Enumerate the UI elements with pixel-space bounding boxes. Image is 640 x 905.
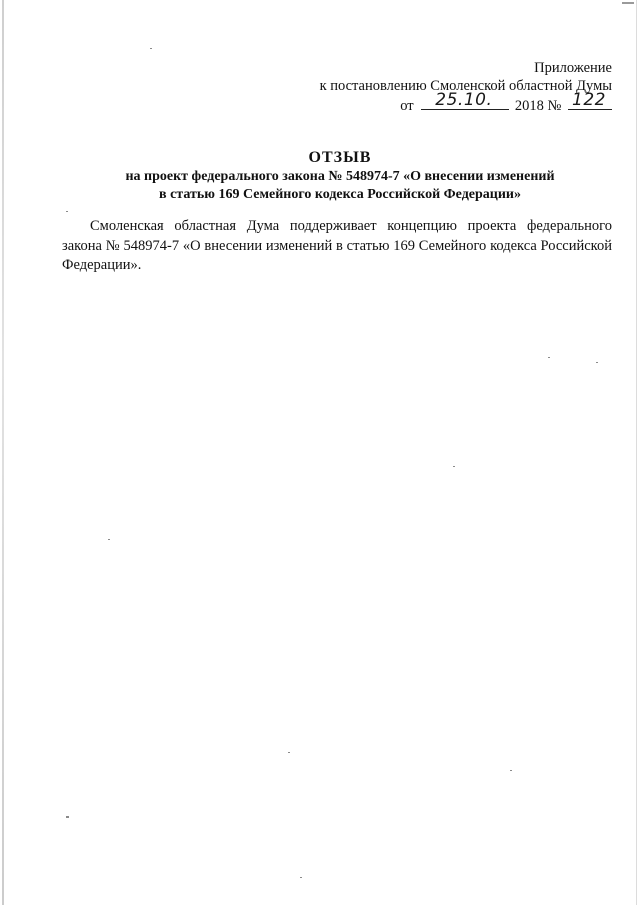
date-number-line xyxy=(320,90,612,115)
handwritten-number: 122 xyxy=(572,90,606,110)
scan-speck xyxy=(66,211,68,212)
number-blank xyxy=(568,90,612,110)
scan-speck xyxy=(596,362,598,363)
scan-edge-right xyxy=(636,0,637,905)
body-paragraph: Смоленская областная Дума поддерживает концепцию проекта федерального закона № 548974-7 «О внесении изменений в статью 169 Семейного кодекса Российской Федерации». xyxy=(62,218,612,273)
scan-speck xyxy=(150,48,152,49)
scan-speck xyxy=(548,357,550,358)
date-prefix: от xyxy=(400,98,414,114)
resolution-reference: к постановлению Смоленской областной Думы xyxy=(319,78,612,94)
title-main: ОТЗЫВ xyxy=(308,149,372,166)
scan-speck xyxy=(453,466,455,467)
appendix-label: Приложение xyxy=(534,60,612,76)
date-blank xyxy=(421,90,509,110)
scan-speck xyxy=(108,539,110,540)
scan-edge-left xyxy=(2,0,4,905)
scan-speck xyxy=(510,770,512,771)
scan-corner-mark xyxy=(622,2,634,4)
scan-speck xyxy=(300,877,302,878)
document-title xyxy=(90,148,590,204)
year-and-number-label: 2018 № xyxy=(514,98,562,114)
scan-speck xyxy=(288,752,290,753)
title-line-1: на проект федерального закона № 548974-7 «О внесении изменений xyxy=(125,169,555,184)
appendix-header xyxy=(320,59,612,115)
title-line-2: в статью 169 Семейного кодекса Российской Федерации» xyxy=(159,187,521,202)
scan-speck xyxy=(66,816,69,818)
handwritten-date: 25.10. xyxy=(435,90,493,110)
